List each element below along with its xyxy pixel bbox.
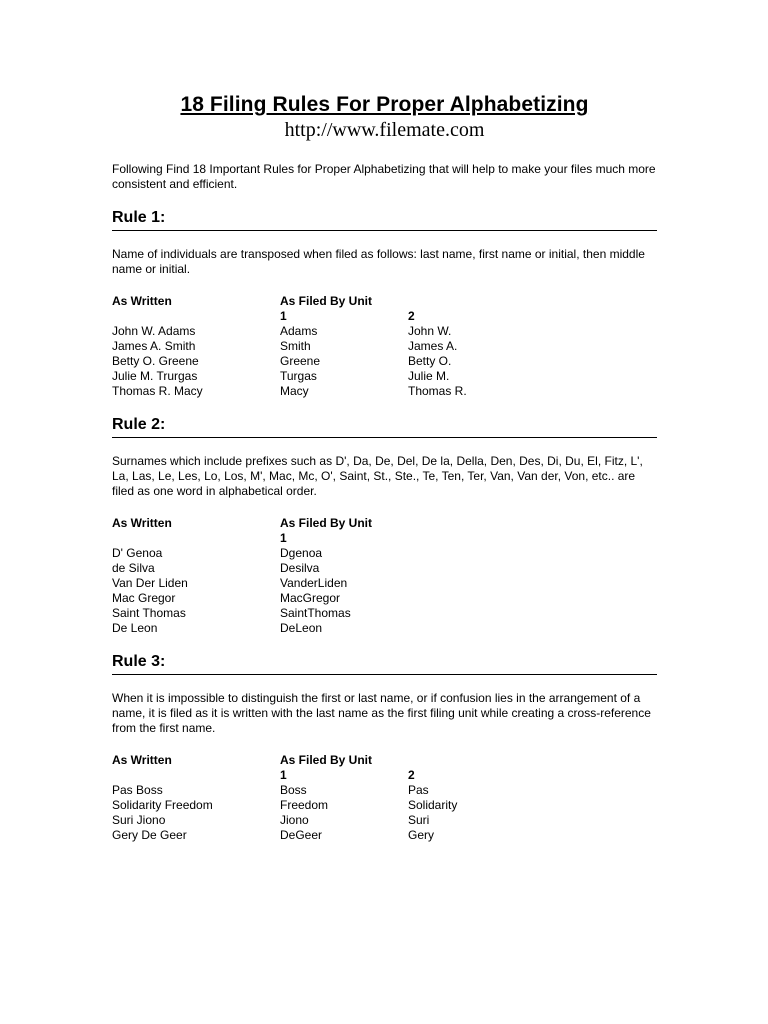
- rule-3-text: When it is impossible to distinguish the first or last name, or if confusion lies in the arrangement of a name, it is filed as it is written with the last name as the first filing unit while creating a cross-reference from the first name.: [112, 691, 651, 735]
- unit-1-label: 1: [280, 309, 287, 323]
- rule-1-heading: Rule 1:: [112, 208, 657, 231]
- unit-2-cell: Pas: [408, 783, 429, 797]
- table-row: [112, 324, 528, 339]
- unit-2-cell: Thomas R.: [408, 384, 467, 398]
- col-header-as-filed: As Filed By Unit: [280, 516, 373, 530]
- unit-1-cell: Greene: [280, 354, 321, 368]
- document-page: [112, 92, 657, 843]
- rule-2-table: [112, 516, 408, 636]
- unit-1-cell: SaintThomas: [280, 606, 351, 620]
- col-header-empty: [408, 294, 528, 309]
- table-row: [112, 783, 528, 798]
- table-header-row: [112, 753, 528, 768]
- table-row: [112, 606, 408, 621]
- col-header-as-filed: As Filed By Unit: [280, 294, 373, 308]
- col-header-as-written: As Written: [112, 516, 172, 530]
- table-row: [112, 798, 528, 813]
- unit-1-cell: DeLeon: [280, 621, 323, 635]
- table-unit-row: [112, 531, 408, 546]
- unit-1-cell: Jiono: [280, 813, 309, 827]
- as-written-cell: Pas Boss: [112, 783, 163, 797]
- document-title: 18 Filing Rules For Proper Alphabetizing: [180, 93, 589, 116]
- col-header-empty: [408, 753, 528, 768]
- unit-2-cell: Betty O.: [408, 354, 452, 368]
- rule-1-table: [112, 294, 528, 399]
- rule-2-heading: Rule 2:: [112, 415, 657, 438]
- as-written-cell: Suri Jiono: [112, 813, 166, 827]
- unit-2-cell: Gery: [408, 828, 435, 842]
- unit-1-cell: Desilva: [280, 561, 320, 575]
- unit-2-cell: Suri: [408, 813, 430, 827]
- table-row: [112, 546, 408, 561]
- unit-2-cell: John W.: [408, 324, 452, 338]
- col-header-as-written: As Written: [112, 753, 172, 767]
- as-written-cell: Mac Gregor: [112, 591, 176, 605]
- unit-1-cell: Dgenoa: [280, 546, 323, 560]
- unit-spacer: [112, 309, 280, 324]
- unit-1-cell: Boss: [280, 783, 307, 797]
- table-row: [112, 813, 528, 828]
- as-written-cell: James A. Smith: [112, 339, 196, 353]
- unit-1-cell: Freedom: [280, 798, 329, 812]
- unit-1-cell: Adams: [280, 324, 318, 338]
- as-written-cell: D' Genoa: [112, 546, 163, 560]
- table-unit-row: [112, 768, 528, 783]
- unit-2-cell: Julie M.: [408, 369, 450, 383]
- col-header-as-filed: As Filed By Unit: [280, 753, 373, 767]
- as-written-cell: Saint Thomas: [112, 606, 186, 620]
- unit-spacer: [112, 531, 280, 546]
- unit-1-cell: VanderLiden: [280, 576, 348, 590]
- intro-paragraph: Following Find 18 Important Rules for Proper Alphabetizing that will help to make your files much more consistent and efficient.: [112, 162, 656, 191]
- unit-2-cell: James A.: [408, 339, 458, 353]
- rule-3-section: [112, 652, 657, 843]
- rule-2-text: Surnames which include prefixes such as D', Da, De, Del, De la, Della, Den, Des, Di, Du, El, Fitz, L', La, Las, Le, Les, Lo, Los, M', Mac, Mc, O', Saint, St., Ste., Te, Ten, Ter, Van, Van der, Von, etc.. are filed as one word in alphabetical order.: [112, 454, 643, 498]
- unit-2-cell: Solidarity: [408, 798, 458, 812]
- table-row: [112, 828, 528, 843]
- table-header-row: [112, 294, 528, 309]
- table-row: [112, 621, 408, 636]
- table-row: [112, 354, 528, 369]
- as-written-cell: de Silva: [112, 561, 155, 575]
- unit-1-cell: DeGeer: [280, 828, 323, 842]
- table-header-row: [112, 516, 408, 531]
- rule-1-section: [112, 208, 657, 399]
- rule-3-heading: Rule 3:: [112, 652, 657, 675]
- rule-3-table: [112, 753, 528, 843]
- unit-1-label: 1: [280, 531, 287, 545]
- table-row: [112, 384, 528, 399]
- table-row: [112, 339, 528, 354]
- unit-1-cell: Macy: [280, 384, 309, 398]
- unit-1-cell: Smith: [280, 339, 311, 353]
- unit-1-label: 1: [280, 768, 287, 782]
- table-unit-row: [112, 309, 528, 324]
- table-row: [112, 369, 528, 384]
- table-row: [112, 561, 408, 576]
- as-written-cell: Gery De Geer: [112, 828, 187, 842]
- unit-spacer: [112, 768, 280, 783]
- unit-1-cell: MacGregor: [280, 591, 341, 605]
- as-written-cell: Van Der Liden: [112, 576, 188, 590]
- unit-2-label: 2: [408, 768, 415, 782]
- document-url[interactable]: http://www.filemate.com: [284, 119, 485, 141]
- as-written-cell: Julie M. Trurgas: [112, 369, 198, 383]
- as-written-cell: Solidarity Freedom: [112, 798, 213, 812]
- rule-1-text: Name of individuals are transposed when filed as follows: last name, first name or initial, then middle name or initial.: [112, 247, 645, 276]
- table-row: [112, 591, 408, 606]
- as-written-cell: Thomas R. Macy: [112, 384, 203, 398]
- table-row: [112, 576, 408, 591]
- col-header-as-written: As Written: [112, 294, 172, 308]
- rule-2-section: [112, 415, 657, 636]
- as-written-cell: John W. Adams: [112, 324, 196, 338]
- as-written-cell: Betty O. Greene: [112, 354, 199, 368]
- as-written-cell: De Leon: [112, 621, 158, 635]
- unit-2-label: 2: [408, 309, 415, 323]
- unit-1-cell: Turgas: [280, 369, 317, 383]
